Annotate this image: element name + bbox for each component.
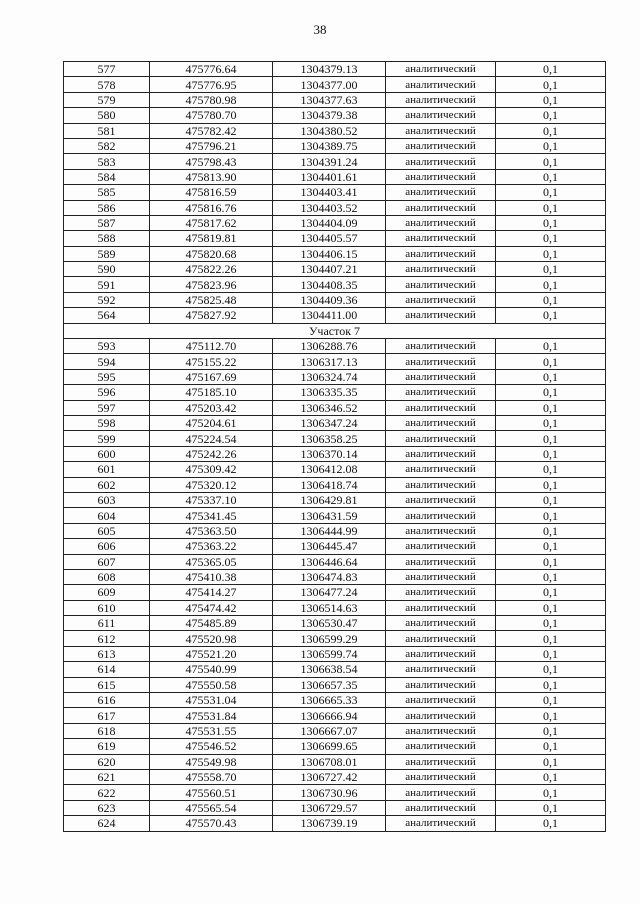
x-coordinate-cell: 475549.98 xyxy=(150,754,273,769)
accuracy-cell: 0,1 xyxy=(496,62,606,77)
table-row xyxy=(64,277,606,292)
method-cell: аналитический xyxy=(386,77,496,92)
table-row xyxy=(64,215,606,230)
x-coordinate-cell: 475242.26 xyxy=(150,446,273,461)
accuracy-cell: 0,1 xyxy=(496,169,606,184)
method-cell: аналитический xyxy=(386,400,496,415)
x-coordinate-cell: 475540.99 xyxy=(150,662,273,677)
accuracy-cell: 0,1 xyxy=(496,600,606,615)
point-number-cell: 582 xyxy=(64,138,150,153)
point-number-cell: 595 xyxy=(64,369,150,384)
method-cell: аналитический xyxy=(386,492,496,507)
point-number-cell: 599 xyxy=(64,431,150,446)
table-row xyxy=(64,800,606,815)
table-row xyxy=(64,462,606,477)
x-coordinate-cell: 475782.42 xyxy=(150,123,273,138)
method-cell: аналитический xyxy=(386,462,496,477)
method-cell: аналитический xyxy=(386,769,496,784)
accuracy-cell: 0,1 xyxy=(496,585,606,600)
x-coordinate-cell: 475363.50 xyxy=(150,523,273,538)
y-coordinate-cell: 1306667.07 xyxy=(273,723,386,738)
point-number-cell: 589 xyxy=(64,246,150,261)
point-number-cell: 581 xyxy=(64,123,150,138)
x-coordinate-cell: 475776.95 xyxy=(150,77,273,92)
accuracy-cell: 0,1 xyxy=(496,539,606,554)
y-coordinate-cell: 1306477.24 xyxy=(273,585,386,600)
x-coordinate-cell: 475822.26 xyxy=(150,262,273,277)
y-coordinate-cell: 1306699.65 xyxy=(273,739,386,754)
y-coordinate-cell: 1304404.09 xyxy=(273,215,386,230)
coordinates-table-body xyxy=(64,62,606,832)
table-row xyxy=(64,292,606,307)
point-number-cell: 621 xyxy=(64,769,150,784)
point-number-cell: 596 xyxy=(64,385,150,400)
method-cell: аналитический xyxy=(386,508,496,523)
point-number-cell: 587 xyxy=(64,215,150,230)
method-cell: аналитический xyxy=(386,693,496,708)
table-row xyxy=(64,585,606,600)
point-number-cell: 578 xyxy=(64,77,150,92)
accuracy-cell: 0,1 xyxy=(496,354,606,369)
x-coordinate-cell: 475798.43 xyxy=(150,154,273,169)
point-number-cell: 612 xyxy=(64,631,150,646)
y-coordinate-cell: 1306412.08 xyxy=(273,462,386,477)
method-cell: аналитический xyxy=(386,200,496,215)
point-number-cell: 591 xyxy=(64,277,150,292)
point-number-cell: 579 xyxy=(64,92,150,107)
x-coordinate-cell: 475825.48 xyxy=(150,292,273,307)
x-coordinate-cell: 475224.54 xyxy=(150,431,273,446)
y-coordinate-cell: 1304377.00 xyxy=(273,77,386,92)
y-coordinate-cell: 1304389.75 xyxy=(273,138,386,153)
x-coordinate-cell: 475570.43 xyxy=(150,816,273,831)
x-coordinate-cell: 475546.52 xyxy=(150,739,273,754)
method-cell: аналитический xyxy=(386,631,496,646)
y-coordinate-cell: 1306638.54 xyxy=(273,662,386,677)
y-coordinate-cell: 1304377.63 xyxy=(273,92,386,107)
accuracy-cell: 0,1 xyxy=(496,554,606,569)
accuracy-cell: 0,1 xyxy=(496,677,606,692)
accuracy-cell: 0,1 xyxy=(496,646,606,661)
accuracy-cell: 0,1 xyxy=(496,308,606,323)
accuracy-cell: 0,1 xyxy=(496,431,606,446)
y-coordinate-cell: 1306657.35 xyxy=(273,677,386,692)
point-number-cell: 584 xyxy=(64,169,150,184)
point-number-cell: 583 xyxy=(64,154,150,169)
table-row xyxy=(64,138,606,153)
y-coordinate-cell: 1306446.64 xyxy=(273,554,386,569)
method-cell: аналитический xyxy=(386,477,496,492)
accuracy-cell: 0,1 xyxy=(496,92,606,107)
y-coordinate-cell: 1306514.63 xyxy=(273,600,386,615)
table-row xyxy=(64,123,606,138)
table-row xyxy=(64,816,606,831)
method-cell: аналитический xyxy=(386,523,496,538)
point-number-cell: 609 xyxy=(64,585,150,600)
table-row xyxy=(64,600,606,615)
point-number-cell: 608 xyxy=(64,569,150,584)
table-row xyxy=(64,508,606,523)
accuracy-cell: 0,1 xyxy=(496,369,606,384)
x-coordinate-cell: 475550.58 xyxy=(150,677,273,692)
x-coordinate-cell: 475204.61 xyxy=(150,415,273,430)
method-cell: аналитический xyxy=(386,800,496,815)
table-row xyxy=(64,231,606,246)
table-row xyxy=(64,339,606,354)
point-number-cell: 605 xyxy=(64,523,150,538)
x-coordinate-cell: 475341.45 xyxy=(150,508,273,523)
y-coordinate-cell: 1306324.74 xyxy=(273,369,386,384)
point-number-cell: 607 xyxy=(64,554,150,569)
point-number-cell: 618 xyxy=(64,723,150,738)
y-coordinate-cell: 1306666.94 xyxy=(273,708,386,723)
x-coordinate-cell: 475796.21 xyxy=(150,138,273,153)
table-row xyxy=(64,539,606,554)
table-row xyxy=(64,677,606,692)
accuracy-cell: 0,1 xyxy=(496,292,606,307)
point-number-cell: 603 xyxy=(64,492,150,507)
y-coordinate-cell: 1306335.35 xyxy=(273,385,386,400)
y-coordinate-cell: 1306358.25 xyxy=(273,431,386,446)
y-coordinate-cell: 1306599.74 xyxy=(273,646,386,661)
method-cell: аналитический xyxy=(386,585,496,600)
x-coordinate-cell: 475167.69 xyxy=(150,369,273,384)
y-coordinate-cell: 1306431.59 xyxy=(273,508,386,523)
x-coordinate-cell: 475531.84 xyxy=(150,708,273,723)
accuracy-cell: 0,1 xyxy=(496,231,606,246)
accuracy-cell: 0,1 xyxy=(496,708,606,723)
table-row xyxy=(64,754,606,769)
x-coordinate-cell: 475485.89 xyxy=(150,616,273,631)
table-row xyxy=(64,92,606,107)
x-coordinate-cell: 475819.81 xyxy=(150,231,273,246)
point-number-cell: 590 xyxy=(64,262,150,277)
table-row xyxy=(64,723,606,738)
accuracy-cell: 0,1 xyxy=(496,154,606,169)
x-coordinate-cell: 475521.20 xyxy=(150,646,273,661)
x-coordinate-cell: 475776.64 xyxy=(150,62,273,77)
table-row xyxy=(64,385,606,400)
accuracy-cell: 0,1 xyxy=(496,200,606,215)
accuracy-cell: 0,1 xyxy=(496,400,606,415)
x-coordinate-cell: 475203.42 xyxy=(150,400,273,415)
point-number-cell: 622 xyxy=(64,785,150,800)
x-coordinate-cell: 475520.98 xyxy=(150,631,273,646)
accuracy-cell: 0,1 xyxy=(496,569,606,584)
method-cell: аналитический xyxy=(386,154,496,169)
method-cell: аналитический xyxy=(386,123,496,138)
accuracy-cell: 0,1 xyxy=(496,246,606,261)
method-cell: аналитический xyxy=(386,708,496,723)
point-number-cell: 610 xyxy=(64,600,150,615)
accuracy-cell: 0,1 xyxy=(496,277,606,292)
accuracy-cell: 0,1 xyxy=(496,693,606,708)
table-row xyxy=(64,154,606,169)
accuracy-cell: 0,1 xyxy=(496,385,606,400)
method-cell: аналитический xyxy=(386,446,496,461)
point-number-cell: 586 xyxy=(64,200,150,215)
method-cell: аналитический xyxy=(386,616,496,631)
accuracy-cell: 0,1 xyxy=(496,631,606,646)
x-coordinate-cell: 475363.22 xyxy=(150,539,273,554)
table-row xyxy=(64,646,606,661)
x-coordinate-cell: 475474.42 xyxy=(150,600,273,615)
method-cell: аналитический xyxy=(386,569,496,584)
x-coordinate-cell: 475780.98 xyxy=(150,92,273,107)
accuracy-cell: 0,1 xyxy=(496,785,606,800)
table-row xyxy=(64,431,606,446)
accuracy-cell: 0,1 xyxy=(496,816,606,831)
method-cell: аналитический xyxy=(386,431,496,446)
point-number-cell: 597 xyxy=(64,400,150,415)
method-cell: аналитический xyxy=(386,369,496,384)
accuracy-cell: 0,1 xyxy=(496,492,606,507)
point-number-cell: 602 xyxy=(64,477,150,492)
method-cell: аналитический xyxy=(386,554,496,569)
method-cell: аналитический xyxy=(386,785,496,800)
table-row xyxy=(64,415,606,430)
point-number-cell: 619 xyxy=(64,739,150,754)
table-row xyxy=(64,631,606,646)
y-coordinate-cell: 1304407.21 xyxy=(273,262,386,277)
point-number-cell: 624 xyxy=(64,816,150,831)
table-row xyxy=(64,477,606,492)
table-row xyxy=(64,369,606,384)
method-cell: аналитический xyxy=(386,108,496,123)
table-row xyxy=(64,492,606,507)
y-coordinate-cell: 1306317.13 xyxy=(273,354,386,369)
method-cell: аналитический xyxy=(386,308,496,323)
point-number-cell: 623 xyxy=(64,800,150,815)
x-coordinate-cell: 475185.10 xyxy=(150,385,273,400)
table-row xyxy=(64,246,606,261)
point-number-cell: 600 xyxy=(64,446,150,461)
y-coordinate-cell: 1304403.52 xyxy=(273,200,386,215)
accuracy-cell: 0,1 xyxy=(496,446,606,461)
accuracy-cell: 0,1 xyxy=(496,769,606,784)
table-row xyxy=(64,769,606,784)
section-header-row xyxy=(64,323,606,338)
accuracy-cell: 0,1 xyxy=(496,662,606,677)
table-row xyxy=(64,693,606,708)
x-coordinate-cell: 475531.04 xyxy=(150,693,273,708)
table-row xyxy=(64,169,606,184)
table-row xyxy=(64,308,606,323)
accuracy-cell: 0,1 xyxy=(496,616,606,631)
method-cell: аналитический xyxy=(386,354,496,369)
y-coordinate-cell: 1306727.42 xyxy=(273,769,386,784)
point-number-cell: 577 xyxy=(64,62,150,77)
point-number-cell: 593 xyxy=(64,339,150,354)
point-number-cell: 613 xyxy=(64,646,150,661)
accuracy-cell: 0,1 xyxy=(496,339,606,354)
x-coordinate-cell: 475560.51 xyxy=(150,785,273,800)
point-number-cell: 592 xyxy=(64,292,150,307)
accuracy-cell: 0,1 xyxy=(496,754,606,769)
x-coordinate-cell: 475112.70 xyxy=(150,339,273,354)
accuracy-cell: 0,1 xyxy=(496,508,606,523)
y-coordinate-cell: 1304409.36 xyxy=(273,292,386,307)
accuracy-cell: 0,1 xyxy=(496,415,606,430)
method-cell: аналитический xyxy=(386,415,496,430)
y-coordinate-cell: 1304403.41 xyxy=(273,185,386,200)
y-coordinate-cell: 1304401.61 xyxy=(273,169,386,184)
y-coordinate-cell: 1304379.38 xyxy=(273,108,386,123)
y-coordinate-cell: 1306530.47 xyxy=(273,616,386,631)
accuracy-cell: 0,1 xyxy=(496,462,606,477)
x-coordinate-cell: 475337.10 xyxy=(150,492,273,507)
point-number-cell: 580 xyxy=(64,108,150,123)
table-row xyxy=(64,185,606,200)
method-cell: аналитический xyxy=(386,646,496,661)
accuracy-cell: 0,1 xyxy=(496,723,606,738)
x-coordinate-cell: 475827.92 xyxy=(150,308,273,323)
y-coordinate-cell: 1306730.96 xyxy=(273,785,386,800)
table-row xyxy=(64,523,606,538)
method-cell: аналитический xyxy=(386,723,496,738)
table-row xyxy=(64,262,606,277)
table-row xyxy=(64,616,606,631)
accuracy-cell: 0,1 xyxy=(496,108,606,123)
point-number-cell: 617 xyxy=(64,708,150,723)
method-cell: аналитический xyxy=(386,246,496,261)
method-cell: аналитический xyxy=(386,138,496,153)
point-number-cell: 611 xyxy=(64,616,150,631)
y-coordinate-cell: 1306599.29 xyxy=(273,631,386,646)
page-number: 38 xyxy=(313,22,327,37)
x-coordinate-cell: 475320.12 xyxy=(150,477,273,492)
table-row xyxy=(64,554,606,569)
x-coordinate-cell: 475820.68 xyxy=(150,246,273,261)
x-coordinate-cell: 475414.27 xyxy=(150,585,273,600)
y-coordinate-cell: 1306729.57 xyxy=(273,800,386,815)
point-number-cell: 614 xyxy=(64,662,150,677)
table-row xyxy=(64,200,606,215)
method-cell: аналитический xyxy=(386,600,496,615)
y-coordinate-cell: 1304406.15 xyxy=(273,246,386,261)
y-coordinate-cell: 1304405.57 xyxy=(273,231,386,246)
y-coordinate-cell: 1306429.81 xyxy=(273,492,386,507)
x-coordinate-cell: 475816.76 xyxy=(150,200,273,215)
table-row xyxy=(64,785,606,800)
method-cell: аналитический xyxy=(386,662,496,677)
point-number-cell: 604 xyxy=(64,508,150,523)
method-cell: аналитический xyxy=(386,816,496,831)
table-row xyxy=(64,62,606,77)
accuracy-cell: 0,1 xyxy=(496,523,606,538)
method-cell: аналитический xyxy=(386,215,496,230)
point-number-cell: 606 xyxy=(64,539,150,554)
x-coordinate-cell: 475531.55 xyxy=(150,723,273,738)
y-coordinate-cell: 1306346.52 xyxy=(273,400,386,415)
accuracy-cell: 0,1 xyxy=(496,739,606,754)
table-row xyxy=(64,446,606,461)
x-coordinate-cell: 475565.54 xyxy=(150,800,273,815)
method-cell: аналитический xyxy=(386,385,496,400)
method-cell: аналитический xyxy=(386,754,496,769)
y-coordinate-cell: 1304379.13 xyxy=(273,62,386,77)
y-coordinate-cell: 1306288.76 xyxy=(273,339,386,354)
method-cell: аналитический xyxy=(386,62,496,77)
accuracy-cell: 0,1 xyxy=(496,185,606,200)
method-cell: аналитический xyxy=(386,292,496,307)
table-row xyxy=(64,108,606,123)
method-cell: аналитический xyxy=(386,262,496,277)
y-coordinate-cell: 1306444.99 xyxy=(273,523,386,538)
point-number-cell: 615 xyxy=(64,677,150,692)
accuracy-cell: 0,1 xyxy=(496,800,606,815)
x-coordinate-cell: 475155.22 xyxy=(150,354,273,369)
method-cell: аналитический xyxy=(386,539,496,554)
accuracy-cell: 0,1 xyxy=(496,215,606,230)
x-coordinate-cell: 475816.59 xyxy=(150,185,273,200)
y-coordinate-cell: 1304391.24 xyxy=(273,154,386,169)
point-number-cell: 598 xyxy=(64,415,150,430)
table-row xyxy=(64,739,606,754)
table-row xyxy=(64,400,606,415)
method-cell: аналитический xyxy=(386,339,496,354)
table-row xyxy=(64,77,606,92)
method-cell: аналитический xyxy=(386,231,496,246)
x-coordinate-cell: 475558.70 xyxy=(150,769,273,784)
accuracy-cell: 0,1 xyxy=(496,123,606,138)
x-coordinate-cell: 475780.70 xyxy=(150,108,273,123)
y-coordinate-cell: 1306474.83 xyxy=(273,569,386,584)
point-number-cell: 616 xyxy=(64,693,150,708)
coordinates-table xyxy=(63,61,606,832)
accuracy-cell: 0,1 xyxy=(496,477,606,492)
x-coordinate-cell: 475817.62 xyxy=(150,215,273,230)
method-cell: аналитический xyxy=(386,277,496,292)
point-number-cell: 564 xyxy=(64,308,150,323)
y-coordinate-cell: 1304380.52 xyxy=(273,123,386,138)
y-coordinate-cell: 1306347.24 xyxy=(273,415,386,430)
point-number-cell: 585 xyxy=(64,185,150,200)
point-number-cell: 601 xyxy=(64,462,150,477)
point-number-cell: 620 xyxy=(64,754,150,769)
method-cell: аналитический xyxy=(386,185,496,200)
y-coordinate-cell: 1306708.01 xyxy=(273,754,386,769)
accuracy-cell: 0,1 xyxy=(496,262,606,277)
y-coordinate-cell: 1306418.74 xyxy=(273,477,386,492)
y-coordinate-cell: 1306665.33 xyxy=(273,693,386,708)
point-number-cell: 588 xyxy=(64,231,150,246)
x-coordinate-cell: 475309.42 xyxy=(150,462,273,477)
y-coordinate-cell: 1304411.00 xyxy=(273,308,386,323)
method-cell: аналитический xyxy=(386,739,496,754)
accuracy-cell: 0,1 xyxy=(496,77,606,92)
y-coordinate-cell: 1306370.14 xyxy=(273,446,386,461)
section-title: Участок 7 xyxy=(64,323,606,338)
y-coordinate-cell: 1306445.47 xyxy=(273,539,386,554)
table-row xyxy=(64,569,606,584)
method-cell: аналитический xyxy=(386,677,496,692)
point-number-cell: 594 xyxy=(64,354,150,369)
table-row xyxy=(64,354,606,369)
method-cell: аналитический xyxy=(386,92,496,107)
x-coordinate-cell: 475365.05 xyxy=(150,554,273,569)
y-coordinate-cell: 1304408.35 xyxy=(273,277,386,292)
table-row xyxy=(64,662,606,677)
y-coordinate-cell: 1306739.19 xyxy=(273,816,386,831)
method-cell: аналитический xyxy=(386,169,496,184)
accuracy-cell: 0,1 xyxy=(496,138,606,153)
x-coordinate-cell: 475823.96 xyxy=(150,277,273,292)
x-coordinate-cell: 475813.90 xyxy=(150,169,273,184)
table-row xyxy=(64,708,606,723)
x-coordinate-cell: 475410.38 xyxy=(150,569,273,584)
